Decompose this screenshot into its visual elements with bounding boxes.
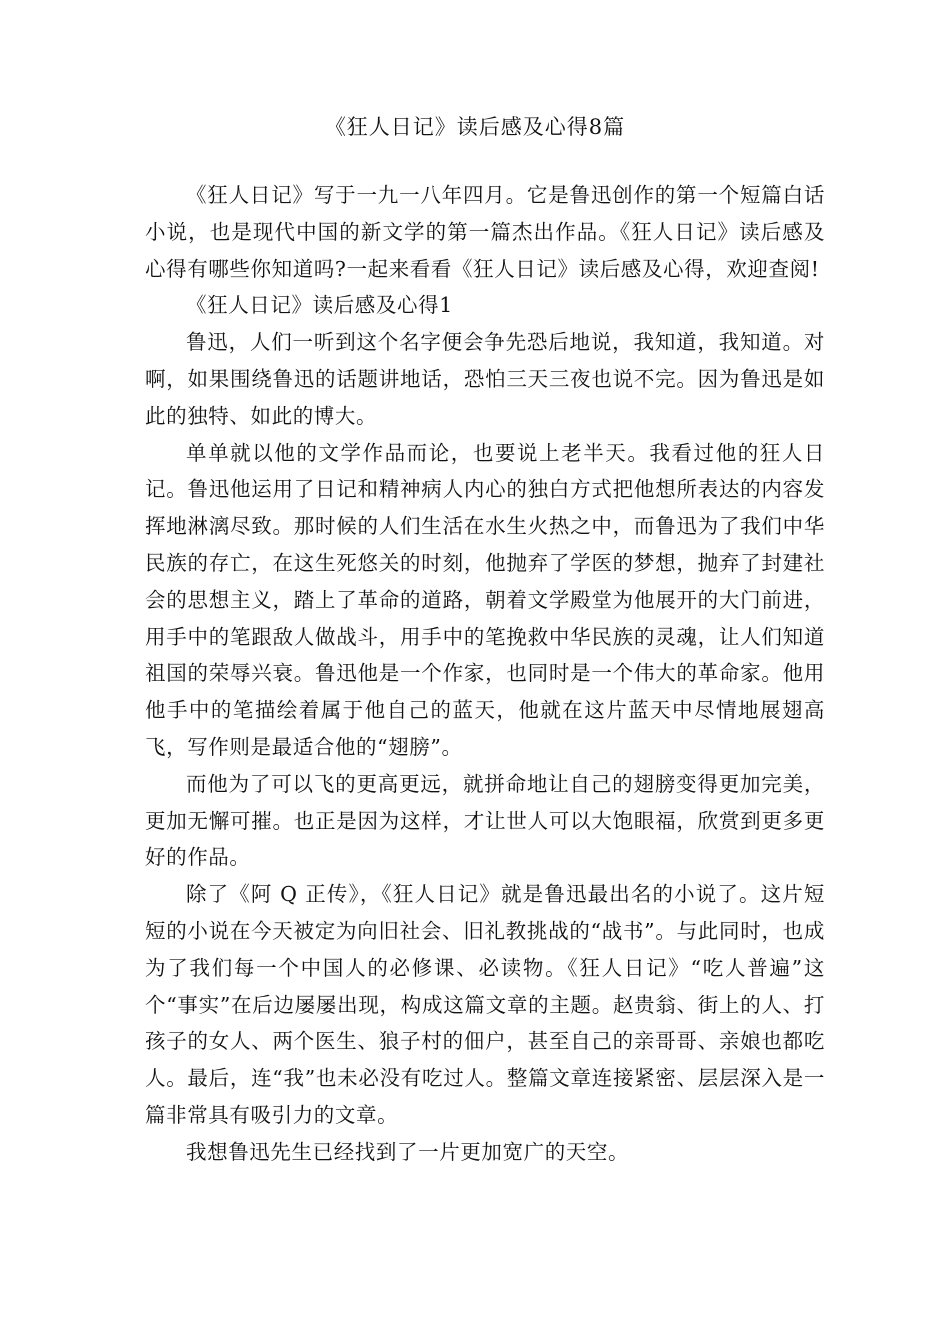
body-paragraph-4: 除了《阿 Q 正传》，《狂人日记》就是鲁迅最出名的小说了。这片短短的小说在今天被定为向旧社会、旧礼教挑战的“战书”。与此同时，也成为了我们每一个中国人的必修课、必读物。《狂人日记》“吃人普遍”这个“事实”在后边屡屡出现，构成这篇文章的主题。赵贵翁、街上的人、打孩子的女人、两个医生、狼子村的佃户，甚至自己的亲哥哥、亲娘也都吃人。最后，连“我”也未必没有吃过人。整篇文章连接紧密、层层深入是一篇非常具有吸引力的文章。 <box>145 882 825 1127</box>
section-heading: 《狂人日记》读后感及心得1 <box>186 293 453 318</box>
body-paragraph-2: 单单就以他的文学作品而论，也要说上老半天。我看过他的狂人日记。鲁迅他运用了日记和精神病人内心的独白方式把他想所表达的内容发挥地淋漓尽致。那时候的人们生活在水生火热之中，而鲁迅为了我们中华民族的存亡，在这生死悠关的时刻，他抛弃了学医的梦想，抛弃了封建社会的思想主义，踏上了革命的道路，朝着文学殿堂为他展开的大门前进，用手中的笔跟敌人做战斗，用手中的笔挽救中华民族的灵魂，让人们知道祖国的荣辱兴衰。鲁迅他是一个作家，也同时是一个伟大的革命家。他用他手中的笔描绘着属于他自己的蓝天，他就在这片蓝天中尽情地展翅高飞，写作则是最适合他的“翅膀”。 <box>145 440 825 759</box>
body-paragraph-3: 而他为了可以飞的更高更远，就拼命地让自己的翅膀变得更加完美，更加无懈可摧。也正是因为这样，才让世人可以大饱眼福，欣赏到更多更好的作品。 <box>145 771 825 870</box>
document-body <box>145 177 825 1171</box>
body-paragraph-1: 鲁迅，人们一听到这个名字便会争先恐后地说，我知道，我知道。对啊，如果围绕鲁迅的话题讲地话，恐怕三天三夜也说不完。因为鲁迅是如此的独特、如此的博大。 <box>145 330 825 428</box>
document-title: 《狂人日记》读后感及心得8篇 <box>324 115 626 139</box>
body-paragraph-5: 我想鲁迅先生已经找到了一片更加宽广的天空。 <box>186 1139 630 1164</box>
intro-paragraph: 《狂人日记》写于一九一八年四月。它是鲁迅创作的第一个短篇白话小说，也是现代中国的新文学的第一篇杰出作品。《狂人日记》读后感及心得有哪些你知道吗?一起来看看《狂人日记》读后感及心得，欢迎查阅! <box>145 183 825 281</box>
